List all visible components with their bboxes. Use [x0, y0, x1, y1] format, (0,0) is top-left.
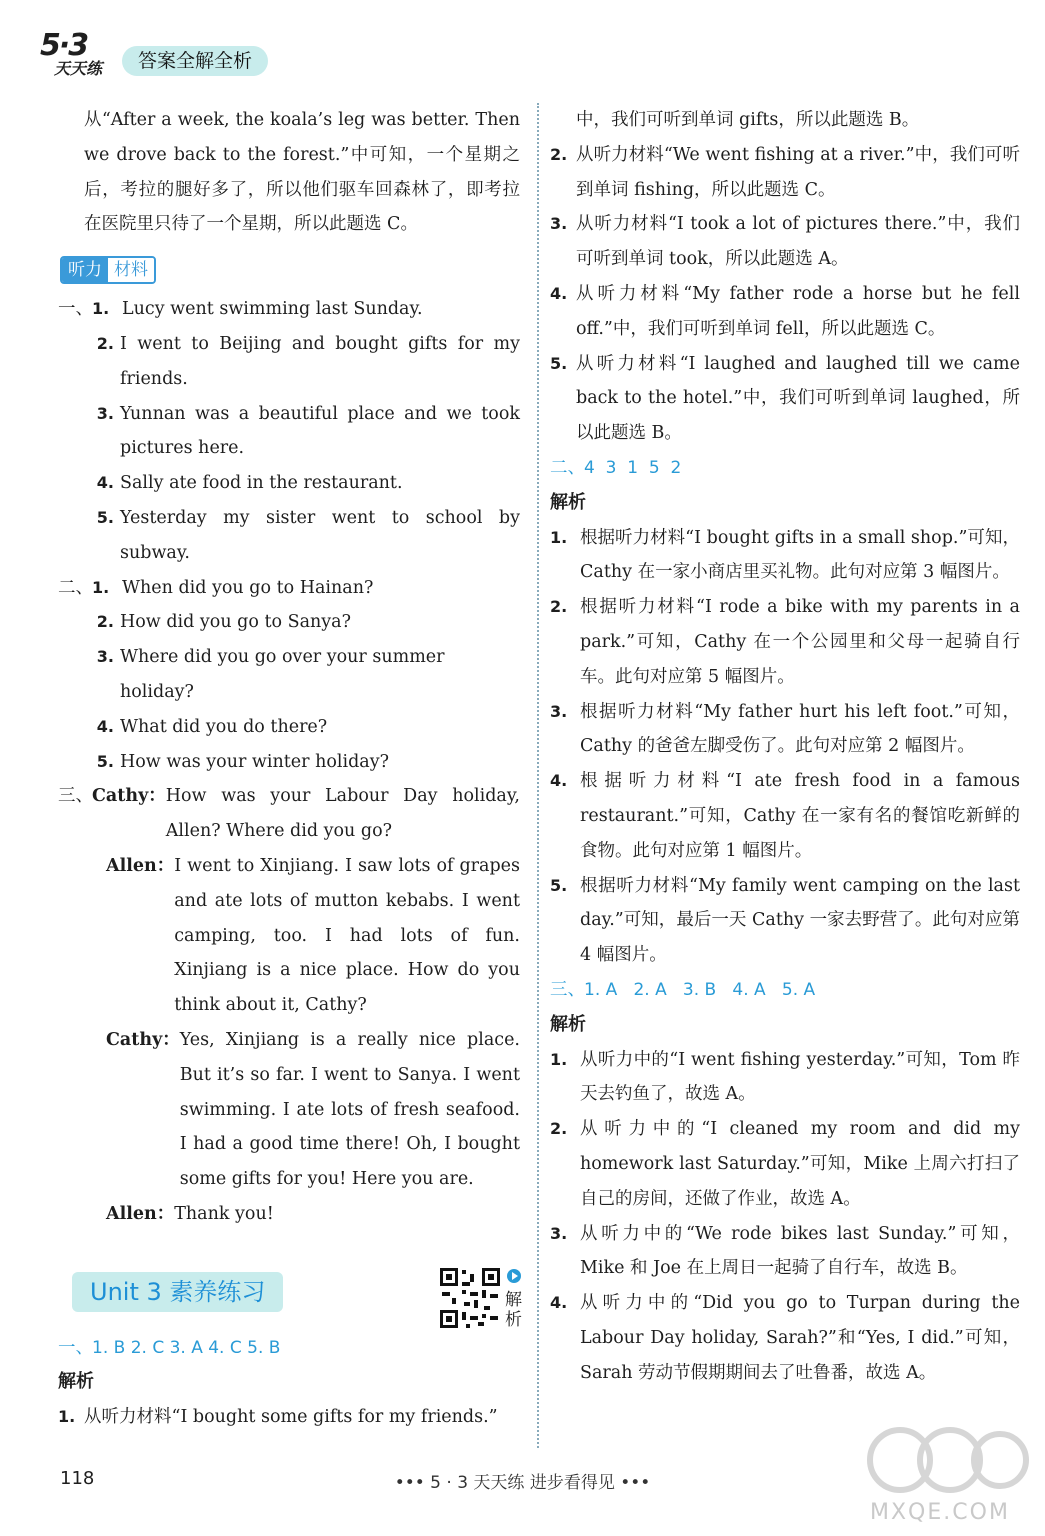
unit-title: Unit 3 素养练习	[72, 1272, 283, 1312]
intro-paragraph: 从“After a week, the koala’s leg was better. Then we drove back to the forest.”中可知，一个星期之后，考拉的腿好多了，所以他们驱车回森林了，即考拉在医院里只待了一个星期，所以此题选 C。	[84, 110, 520, 235]
sec1-item: 4. Sally ate food in the restaurant.	[96, 473, 403, 494]
analysis-item: 2. 根据听力材料“I rode a bike with my parents in a park.”可知，Cathy 在一个公园里和父母一起骑自行车。此句对应第 5 幅图片。	[550, 597, 1020, 687]
analysis-item: 1. 从听力中的“I went fishing yesterday.”可知，Tom 昨天去钓鱼了，故选 A。	[550, 1049, 1020, 1105]
right-column	[550, 103, 1020, 1390]
analysis-item: 2. 从听力中的“I cleaned my room and did my homework last Saturday.”可知，Mike 上周六打扫了自己的房间，还做了作业，故选 A。	[550, 1119, 1020, 1209]
sec1-item: 一、 1. Lucy went swimming last Sunday.	[58, 299, 423, 320]
brand-logo: 5·3 天天练	[40, 28, 103, 78]
column-divider	[537, 103, 539, 1448]
sec1-item: 5. Yesterday my sister went to school by subway.	[96, 507, 520, 563]
sec3-answers: 三、 1. A 2. A 3. B 4. A 5. A	[550, 979, 816, 1000]
analysis-item: 4. 根据听力材料“I ate fresh food in a famous restaurant.”可知，Cathy 在一家有名的餐馆吃新鲜的食物。此句对应第 1 幅图片。	[550, 771, 1020, 861]
analysis-item: 3. 从听力材料“I took a lot of pictures there.”中，我们可听到单词 took，所以此题选 A。	[550, 214, 1020, 270]
analysis-item: 3. 根据听力材料“My father hurt his left foot.”可知，Cathy 的爸爸左脚受伤了。此句对应第 2 幅图片。	[550, 701, 1020, 757]
analysis-item: 2. 从听力材料“We went fishing at a river.”中，我们可听到单词 fishing，所以此题选 C。	[550, 144, 1020, 200]
sec2-item: 5. How was your winter holiday?	[96, 751, 389, 772]
sec2-item: 2. How did you go to Sanya?	[96, 612, 351, 633]
unit-answers: 一、 1. B 2. C 3. A 4. C 5. B	[58, 1337, 281, 1358]
sec2-item: 二、 1. When did you go to Hainan?	[58, 577, 374, 598]
analysis-heading: 解析	[550, 1013, 586, 1035]
sec2-answers: 二、 4 3 1 5 2	[550, 457, 682, 478]
analysis-item: 5. 从听力材料“I laughed and laughed till we came back to the hotel.”中，我们可听到单词 laughed，所以此题选 B。	[550, 353, 1020, 444]
left-column	[58, 103, 520, 1435]
watermark-text: MXQE.COM	[870, 1500, 1010, 1525]
analysis-heading: 解析	[550, 491, 586, 513]
dialogue-line: Allen： I went to Xinjiang. I saw lots of grapes and ate lots of mutton kebabs. I went camping, too. I had lots of fun. Xinjiang is a nice place. How do you think about it, Cathy?	[106, 855, 520, 1016]
sec1-item: 2. I went to Beijing and bought gifts for my friends.	[96, 333, 520, 389]
header-title: 答案全解全析	[122, 46, 268, 76]
analysis-item: 1. 根据听力材料“I bought gifts in a small shop.”可知，Cathy 在一家小商店里买礼物。此句对应第 3 幅图片。	[550, 527, 1020, 583]
play-icon	[507, 1269, 521, 1283]
analysis-item: 3. 从听力中的“We rode bikes last Sunday.”可知，Mike 和 Joe 在上周日一起骑了自行车，故选 B。	[550, 1223, 1020, 1279]
analysis-item: 5. 根据听力材料“My family went camping on the last day.”可知，最后一天 Cathy 一家去野营了。此句对应第 4 幅图片。	[550, 875, 1020, 966]
qr-label: 解析	[505, 1290, 522, 1330]
continued-text: 中，我们可听到单词 gifts，所以此题选 B。	[576, 110, 920, 130]
dialogue-line: Cathy： Yes, Xinjiang is a really nice place. But it’s so far. I went to Sanya. I went swimming. I ate lots of fresh seafood. I had a good time there! Oh, I bought some gifts for you! Here you are.	[106, 1029, 520, 1190]
sec1-item: 3. Yunnan was a beautiful place and we took pictures here.	[96, 403, 520, 459]
page-number: 118	[60, 1468, 95, 1489]
dialogue-line: 三、 Cathy： How was your Labour Day holiday, Allen? Where did you go?	[58, 786, 520, 842]
qr-code-icon[interactable]	[438, 1266, 502, 1330]
sec2-item: 4. What did you do there?	[96, 716, 328, 737]
footer-slogan: ••• 5 · 3 天天练 进步看得见 •••	[394, 1473, 651, 1493]
analysis-item: 1. 从听力材料“I bought some gifts for my friends.”	[58, 1407, 498, 1428]
analysis-item: 4. 从听力材料“My father rode a horse but he fell off.”中，我们可听到单词 fell，所以此题选 C。	[550, 283, 1020, 339]
analysis-heading: 解析	[58, 1371, 94, 1393]
dialogue-line: Allen： Thank you!	[106, 1203, 274, 1224]
listening-material-tag: 听力 材料	[60, 256, 156, 284]
analysis-item: 4. 从听力中的“Did you go to Turpan during the Labour Day holiday, Sarah?”和“Yes, I did.”可知，Sarah 劳动节假期期间去了吐鲁番，故选 A。	[550, 1293, 1020, 1383]
sec2-item: 3. Where did you go over your summer holiday?	[96, 647, 445, 702]
